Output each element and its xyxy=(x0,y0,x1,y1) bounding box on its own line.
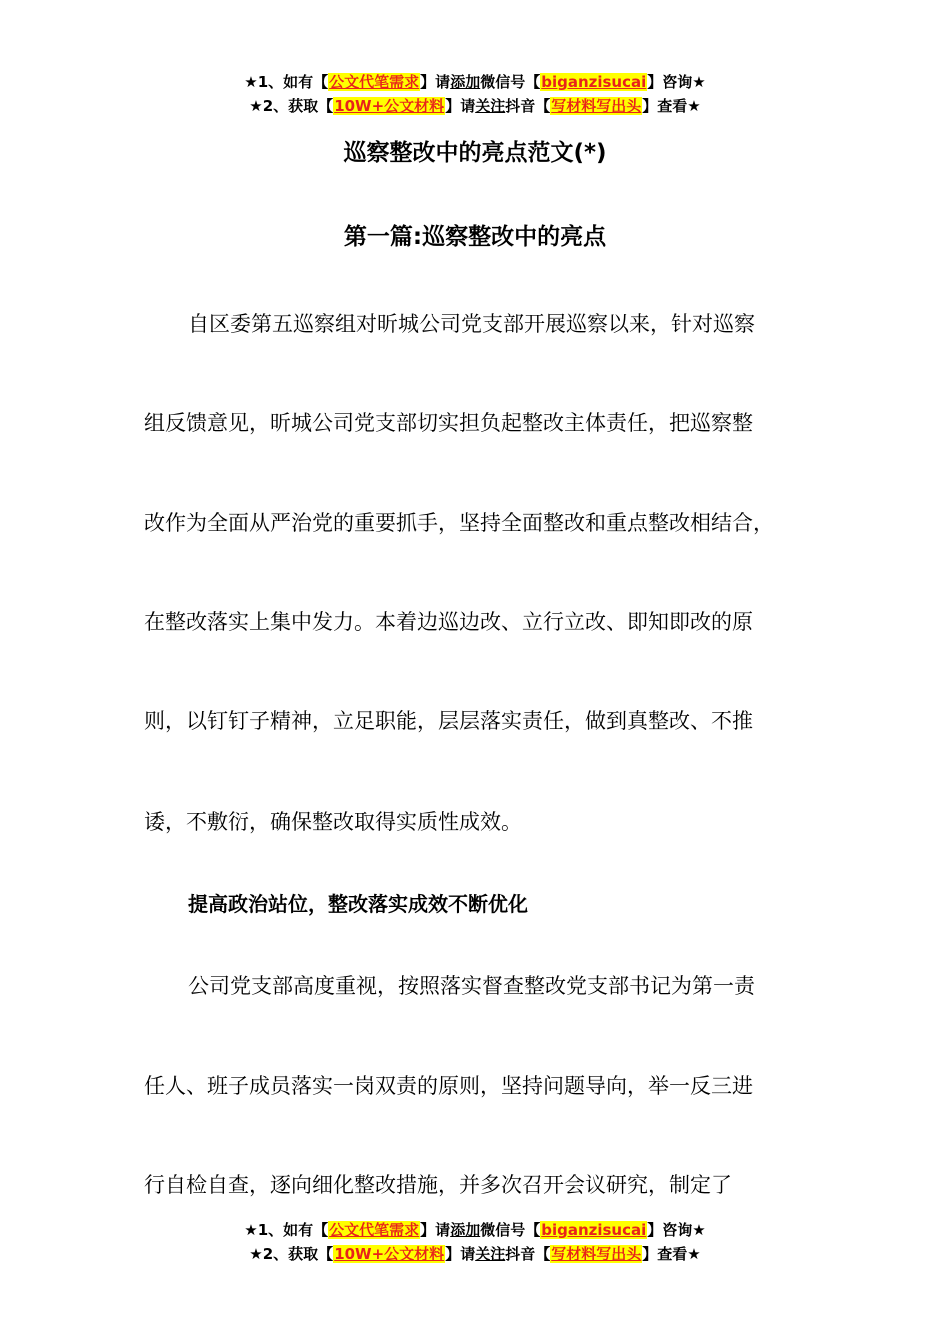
banner-text: 抖音【 xyxy=(505,97,551,115)
banner-highlight: biganzisucai xyxy=(541,1221,647,1239)
banner-line-2 xyxy=(0,94,950,118)
paragraph-line: 改作为全面从严治党的重要抓手，坚持全面整改和重点整改相结合， xyxy=(144,511,774,535)
banner-text: 】咨询★ xyxy=(647,73,706,91)
paragraph-line: 自区委第五巡察组对昕城公司党支部开展巡察以来，针对巡察 xyxy=(188,312,755,336)
banner-line-2 xyxy=(0,1242,950,1266)
paragraph-line: 行自检自查，逐向细化整改措施，并多次召开会议研究，制定了 xyxy=(144,1173,732,1197)
banner-text: 】请 xyxy=(420,1221,451,1239)
banner-text: 微信号【 xyxy=(480,73,541,91)
paragraph-line: 在整改落实上集中发力。本着边巡边改、立行立改、即知即改的原 xyxy=(144,610,753,634)
banner-text: 】请 xyxy=(420,73,451,91)
paragraph-line: 任人、班子成员落实一岗双责的原则，坚持问题导向，举一反三进 xyxy=(144,1074,753,1098)
banner-text: ★2、获取【 xyxy=(249,97,334,115)
banner-text: 】查看★ xyxy=(642,1245,701,1263)
banner-highlight: 公文代笔需求 xyxy=(329,73,420,91)
paragraph-line: 组反馈意见，昕城公司党支部切实担负起整改主体责任，把巡察整 xyxy=(144,411,753,435)
banner-underlined: 关注 xyxy=(475,97,506,115)
chapter-title: 第一篇:巡察整改中的亮点 xyxy=(343,224,607,250)
document-title: 巡察整改中的亮点范文(*) xyxy=(343,140,607,166)
banner-highlight: 写材料写出头 xyxy=(551,97,642,115)
banner-text: 微信号【 xyxy=(480,1221,541,1239)
banner-underlined: 添加 xyxy=(450,1221,481,1239)
banner-highlight: 写材料写出头 xyxy=(551,1245,642,1263)
banner-line-1 xyxy=(0,1218,950,1242)
banner-underlined: 关注 xyxy=(475,1245,506,1263)
section-subheading: 提高政治站位，整改落实成效不断优化 xyxy=(188,892,528,916)
banner-text: ★2、获取【 xyxy=(249,1245,334,1263)
banner-text: ★1、如有【 xyxy=(244,1221,329,1239)
banner-text: 抖音【 xyxy=(505,1245,551,1263)
header-banner xyxy=(0,70,950,118)
banner-highlight: 10W+公文材料 xyxy=(334,97,445,115)
banner-highlight: biganzisucai xyxy=(541,73,647,91)
paragraph-line: 诿，不敷衍，确保整改取得实质性成效。 xyxy=(144,810,522,834)
banner-line-1 xyxy=(0,70,950,94)
banner-text: 】咨询★ xyxy=(647,1221,706,1239)
banner-text: 】请 xyxy=(445,97,476,115)
paragraph-line: 则，以钉钉子精神，立足职能，层层落实责任，做到真整改、不推 xyxy=(144,709,753,733)
banner-underlined: 添加 xyxy=(450,73,481,91)
banner-highlight: 10W+公文材料 xyxy=(334,1245,445,1263)
banner-text: 】查看★ xyxy=(642,97,701,115)
banner-text: 】请 xyxy=(445,1245,476,1263)
banner-highlight: 公文代笔需求 xyxy=(329,1221,420,1239)
paragraph-line: 公司党支部高度重视，按照落实督查整改党支部书记为第一责 xyxy=(188,974,755,998)
footer-banner xyxy=(0,1218,950,1266)
banner-text: ★1、如有【 xyxy=(244,73,329,91)
